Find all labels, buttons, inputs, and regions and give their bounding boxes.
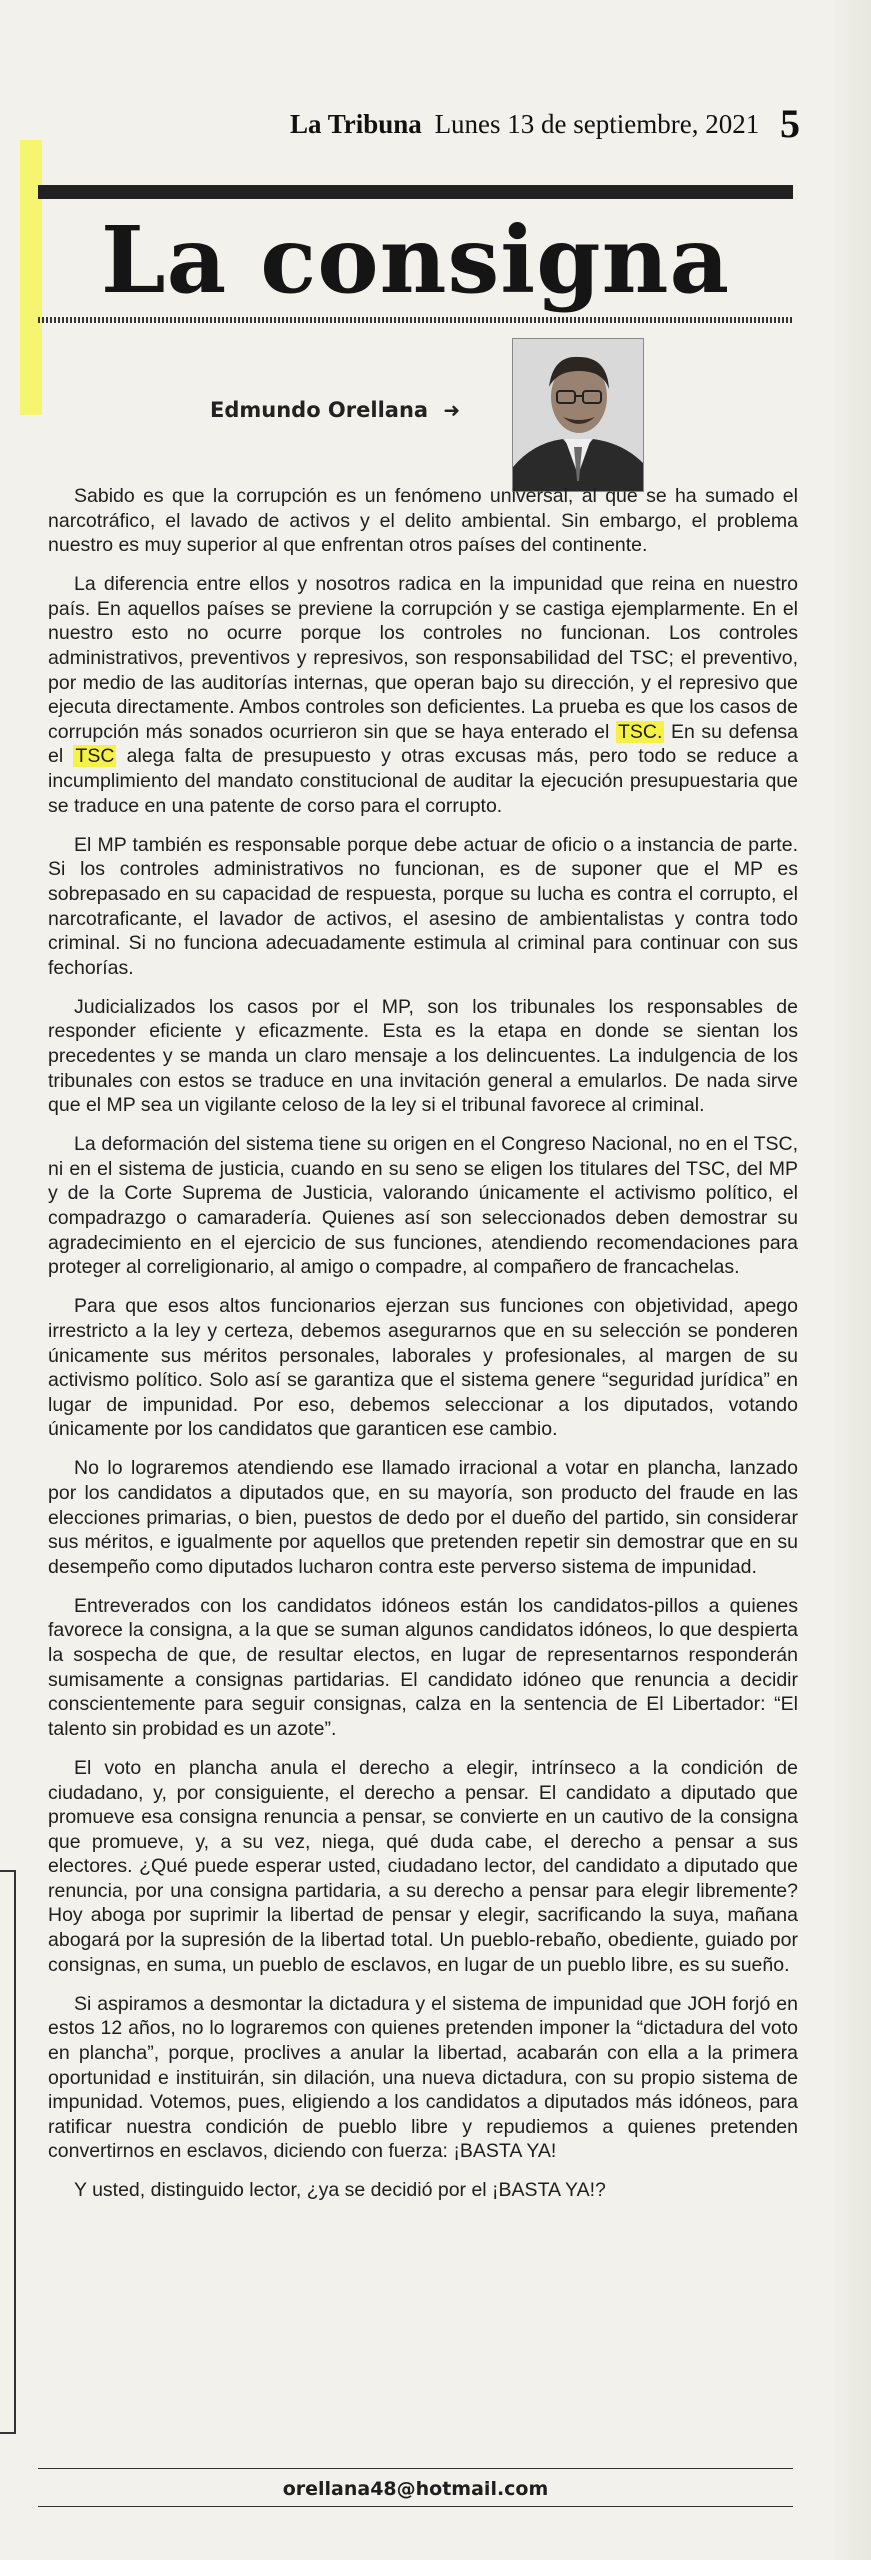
footer-rule-top: [38, 2468, 793, 2469]
paragraph-text: La diferencia entre ellos y nosotros radica en la impunidad que reina en nuestro país. En aquellos países se previene la corrupción y se castiga ejemplarmente. En el nuestro esto no ocurre porque los controles no funcionan. Los controles administrativos, preventivos y represivos, son responsabilidad del TSC; el preventivo, por medio de las auditorías internas, que operan bajo su dirección, y el represivo que ejecuta directamente. Ambos controles son deficientes. La prueba es que los casos de corrupción más sonados ocurrieron sin que se haya enterado el: [48, 573, 798, 743]
page-header: [30, 100, 800, 147]
title-top-bar: [38, 185, 793, 199]
title-bottom-rule: [38, 317, 793, 323]
paragraph: Entreverados con los candidatos idóneos están los candidatos-pillos a quienes favorece la consigna, a la que se suman algunos candidatos idóneos, lo que despierta la sospecha de que, de resultar electos, en lugar de representarnos responderán sumisamente a consignas partidarias. El candidato idóneo que renuncia a decidir conscientemente para seguir consignas, calza en la sentencia de El Libertador: “El talento sin probidad es un azote”.: [48, 1594, 798, 1740]
highlighted-text: TSC.: [617, 720, 663, 743]
arrow-right-icon: ➜: [443, 398, 461, 422]
paragraph: [48, 572, 798, 818]
paragraph: Y usted, distinguido lector, ¿ya se decidió por el ¡BASTA YA!?: [74, 2179, 606, 2202]
footer-rule-bottom: [38, 2506, 793, 2507]
paragraph: Sabido es que la corrupción es un fenómeno universal, al que se ha sumado el narcotráfico, el lavado de activos y el delito ambiental. Sin embargo, el problema nuestro es muy superior al que enfrentan otros países del continente.: [48, 485, 798, 557]
adjacent-column-box: [0, 1870, 16, 2434]
paragraph: Judicializados los casos por el MP, son los tribunales los responsables de responder eficiente y eficazmente. Esta es la etapa en donde se sientan los precedentes y se manda un claro mensaje a los delincuentes. La indulgencia de los tribunales con estos se traduce en una invitación general a emularlos. De nada sirve que el MP sea un vigilante celoso de la ley si el tribunal favorece al criminal.: [48, 995, 798, 1117]
issue-date: Lunes 13 de septiembre, 2021: [434, 109, 760, 139]
paragraph: No lo lograremos atendiendo ese llamado irracional a votar en plancha, lanzado por los candidatos a diputados que, en su mayoría, son producto del fraude en las elecciones primarias, o bien, puestos de dedo por el dueño del partido, sin considerar sus méritos, e igualmente por aquellos que pretenden repetir sin demostrar que en su desempeño como diputados lucharon contra este perverso sistema de impunidad.: [48, 1457, 798, 1578]
paragraph: Si aspiramos a desmontar la dictadura y el sistema de impunidad que JOH forjó en estos 12 años, no lo lograremos con quienes pretenden imponer la “dictadura del voto en plancha”, porque, proclives a anular la libertad, acabarán con ella a la primera oportunidad e instituirán, sin dilación, una nueva dictadura, con su propio sistema de impunidad. Votemos, pues, eligiendo a los candidatos a diputados más idóneos, para ratificar nuestra condición de pueblo libre y repudiemos a quienes pretenden convertirnos en esclavos, diciendo con fuerza: ¡BASTA YA!: [48, 1992, 798, 2163]
adjacent-page-strip: [835, 0, 871, 2560]
author-portrait-image: [513, 339, 643, 491]
article-title: La consigna: [100, 206, 731, 314]
highlighted-text: TSC: [75, 745, 115, 768]
author-portrait: [512, 338, 644, 492]
author-name: Edmundo Orellana: [210, 398, 429, 422]
newspaper-name: La Tribuna: [290, 109, 422, 139]
byline: [210, 398, 460, 422]
article-body: [48, 484, 798, 2218]
author-email[interactable]: orellana48@hotmail.com: [282, 2478, 549, 2500]
paragraph: El voto en plancha anula el derecho a elegir, intrínseco a la condición de ciudadano, y, por consiguiente, el derecho a pensar. El candidato a diputado que promueve esa consigna renuncia a pensar, se convierte en un cautivo de la consigna que promueve, y, a su vez, niega, qué duda cabe, el derecho a pensar a sus electores. ¿Qué puede esperar usted, ciudadano lector, del candidato a diputado que renuncia, por una consigna partidaria, a su derecho a pensar para elegir libremente? Hoy aboga por suprimir la libertad de pensar y elegir, sacrificando la suya, mañana abogará por la supresión de la libertad total. Un pueblo-rebaño, obediente, guiado por consignas, en suma, un pueblo de esclavos, en lugar de un pueblo libre, es su sueño.: [48, 1756, 798, 1976]
paragraph: El MP también es responsable porque debe actuar de oficio o a instancia de parte. Si los controles administrativos no funcionan, es de suponer que el MP es sobrepasado en su capacidad de respuesta, porque su lucha es contra el corrupto, el narcotraficante, el lavador de activos, el asesino de ambientalistas y contra todo criminal. Si no funciona adecuadamente estimula al criminal para continuar con sus fechorías.: [48, 833, 798, 979]
page-number: 5: [780, 101, 800, 146]
paragraph: La deformación del sistema tiene su origen en el Congreso Nacional, no en el TSC, ni en el sistema de justicia, cuando en su seno se eligen los titulares del TSC, del MP y de la Corte Suprema de Justicia, valorando únicamente el activismo político, el compadrazgo o camaradería. Quienes así son seleccionados deben demostrar su agradecimiento en el ejercicio de sus funciones, atendiendo recomendaciones para proteger al correligionario, al amigo o compadre, al compañero de francachelas.: [48, 1133, 798, 1279]
paragraph-text: alega falta de presupuesto y otras excusas más, pero todo se reduce a incumplimiento del mandato constitucional de auditar la ejecución presupuestaria que se traduce en una patente de corso para el corrupto.: [48, 745, 798, 817]
paragraph-text: En su defensa el: [48, 720, 799, 768]
paragraph: Para que esos altos funcionarios ejerzan sus funciones con objetividad, apego irrestricto a la ley y certeza, debemos asegurarnos que en su selección se ponderen únicamente sus méritos personales, laborales y profesionales, al margen de su activismo político. Solo así se garantiza que el sistema genere “seguridad jurídica” en lugar de impunidad. Por eso, debemos seleccionar a los diputados, votando únicamente por los candidatos que garanticen ese cambio.: [48, 1295, 798, 1441]
